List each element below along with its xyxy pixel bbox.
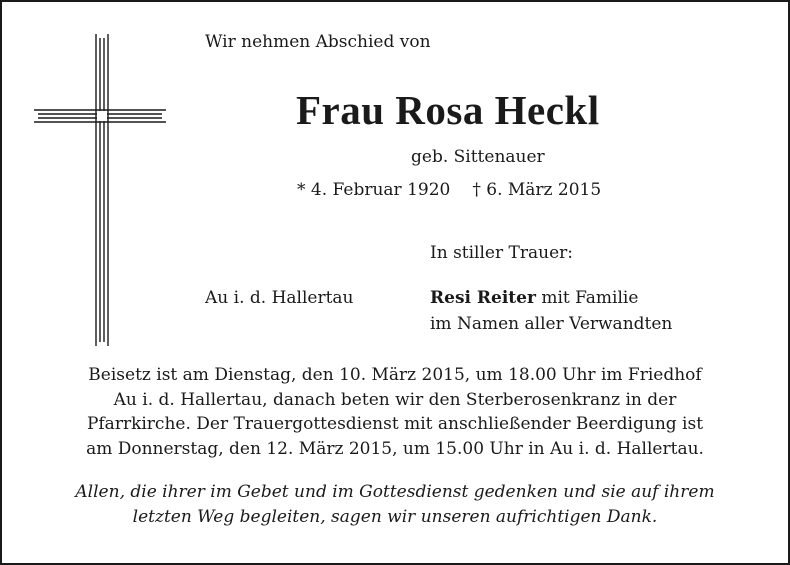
mourner-line-2: im Namen aller Verwandten <box>430 314 673 334</box>
mourner-name: Resi Reiter <box>430 288 536 308</box>
funeral-line: Beisetz ist am Dienstag, den 10. März 2015, um 18.00 Uhr im Friedhof <box>88 365 702 385</box>
birth-date: * 4. Februar 1920 <box>297 180 451 200</box>
funeral-paragraph <box>30 363 760 461</box>
place-text: Au i. d. Hallertau <box>205 288 354 308</box>
mourning-line: In stiller Trauer: <box>430 243 573 263</box>
funeral-line: am Donnerstag, den 12. März 2015, um 15.00 Uhr in Au i. d. Hallertau. <box>86 438 704 459</box>
mourner-suffix: mit Familie <box>535 288 639 308</box>
life-dates <box>297 180 601 200</box>
cross-icon <box>34 34 166 346</box>
closing-line: Allen, die ihrer im Gebet und im Gottesdienst gedenken und sie auf ihrem <box>75 482 715 502</box>
death-date: † 6. März 2015 <box>472 180 602 200</box>
funeral-line: Au i. d. Hallertau, danach beten wir den Sterberosenkranz in der <box>113 389 677 410</box>
deceased-name: Frau Rosa Heckl <box>296 87 600 133</box>
closing-line: letzten Weg begleiten, sagen wir unseren aufrichtigen Dank. <box>132 506 658 527</box>
closing-paragraph <box>30 480 760 529</box>
funeral-line: Pfarrkirche. Der Trauergottesdienst mit anschließender Beerdigung ist <box>86 414 704 434</box>
intro-text: Wir nehmen Abschied von <box>205 32 431 52</box>
birth-name: geb. Sittenauer <box>411 147 545 167</box>
mourner-line <box>430 288 638 308</box>
